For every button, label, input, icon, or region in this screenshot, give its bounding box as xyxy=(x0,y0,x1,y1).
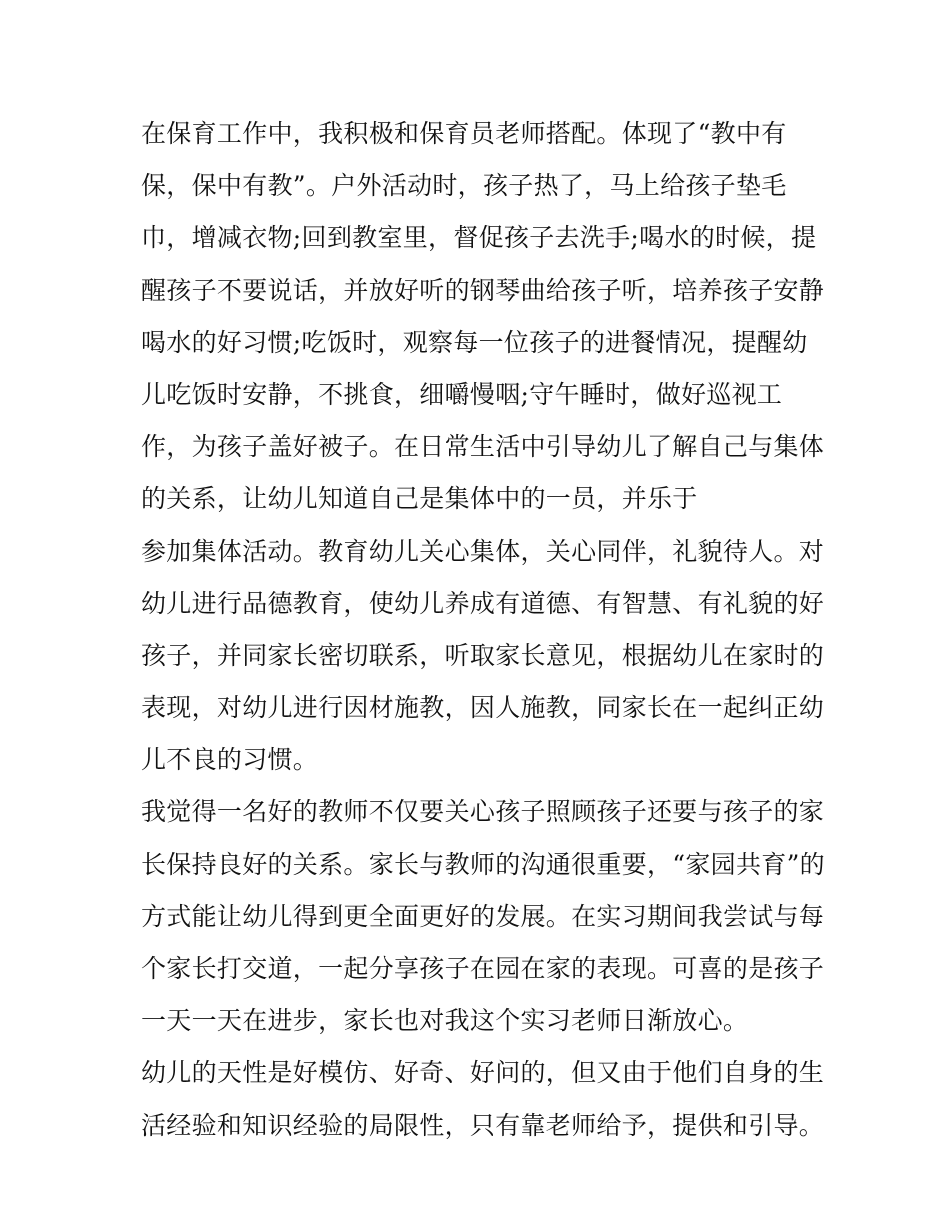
text-line: 活经验和知识经验的局限性，只有靠老师给予，提供和引导。 xyxy=(141,1110,825,1140)
text-line: 表现，对幼儿进行因材施教，因人施教，同家长在一起纠正幼 xyxy=(141,693,825,723)
text-line: 巾，增减衣物;回到教室里，督促孩子去洗手;喝水的时候，提 xyxy=(141,223,817,253)
text-line: 醒孩子不要说话，并放好听的钢琴曲给孩子听，培养孩子安静 xyxy=(141,275,825,305)
text-line: 个家长打交道，一起分享孩子在园在家的表现。可喜的是孩子 xyxy=(141,954,825,983)
text-line: 喝水的好习惯;吃饭时，观察每一位孩子的进餐情况，提醒幼 xyxy=(141,327,808,357)
document-body xyxy=(141,108,825,1152)
text-line: 儿吃饭时安静，不挑食，细嚼慢咽;守午睡时，做好巡视工 xyxy=(141,379,783,409)
text-line: 我觉得一名好的教师不仅要关心孩子照顾孩子还要与孩子的家 xyxy=(141,797,825,827)
text-line: 方式能让幼儿得到更全面更好的发展。在实习期间我尝试与每 xyxy=(141,901,825,931)
text-line: 在保育工作中，我积极和保育员老师搭配。体现了“教中有 xyxy=(141,119,787,148)
text-line: 幼儿进行品德教育，使幼儿养成有道德、有智慧、有礼貌的好 xyxy=(141,588,825,618)
text-line: 孩子，并同家长密切联系，听取家长意见，根据幼儿在家时的 xyxy=(141,640,825,670)
text-line: 幼儿的天性是好模仿、好奇、好问的，但又由于他们自身的生 xyxy=(141,1058,825,1088)
text-line: 保，保中有教”。户外活动时，孩子热了，马上给孩子垫毛 xyxy=(141,171,787,201)
text-line: 长保持良好的关系。家长与教师的沟通很重要，“家园共育”的 xyxy=(141,849,825,879)
text-line: 作，为孩子盖好被子。在日常生活中引导幼儿了解自己与集体 xyxy=(141,432,825,462)
text-line: 的关系，让幼儿知道自己是集体中的一员，并乐于 xyxy=(141,484,698,514)
text-line: 参加集体活动。教育幼儿关心集体，关心同伴，礼貌待人。对 xyxy=(141,536,825,566)
text-line: 儿不良的习惯。 xyxy=(141,745,319,775)
text-line: 一天一天在进步，家长也对我这个实习老师日渐放心。 xyxy=(141,1006,749,1036)
